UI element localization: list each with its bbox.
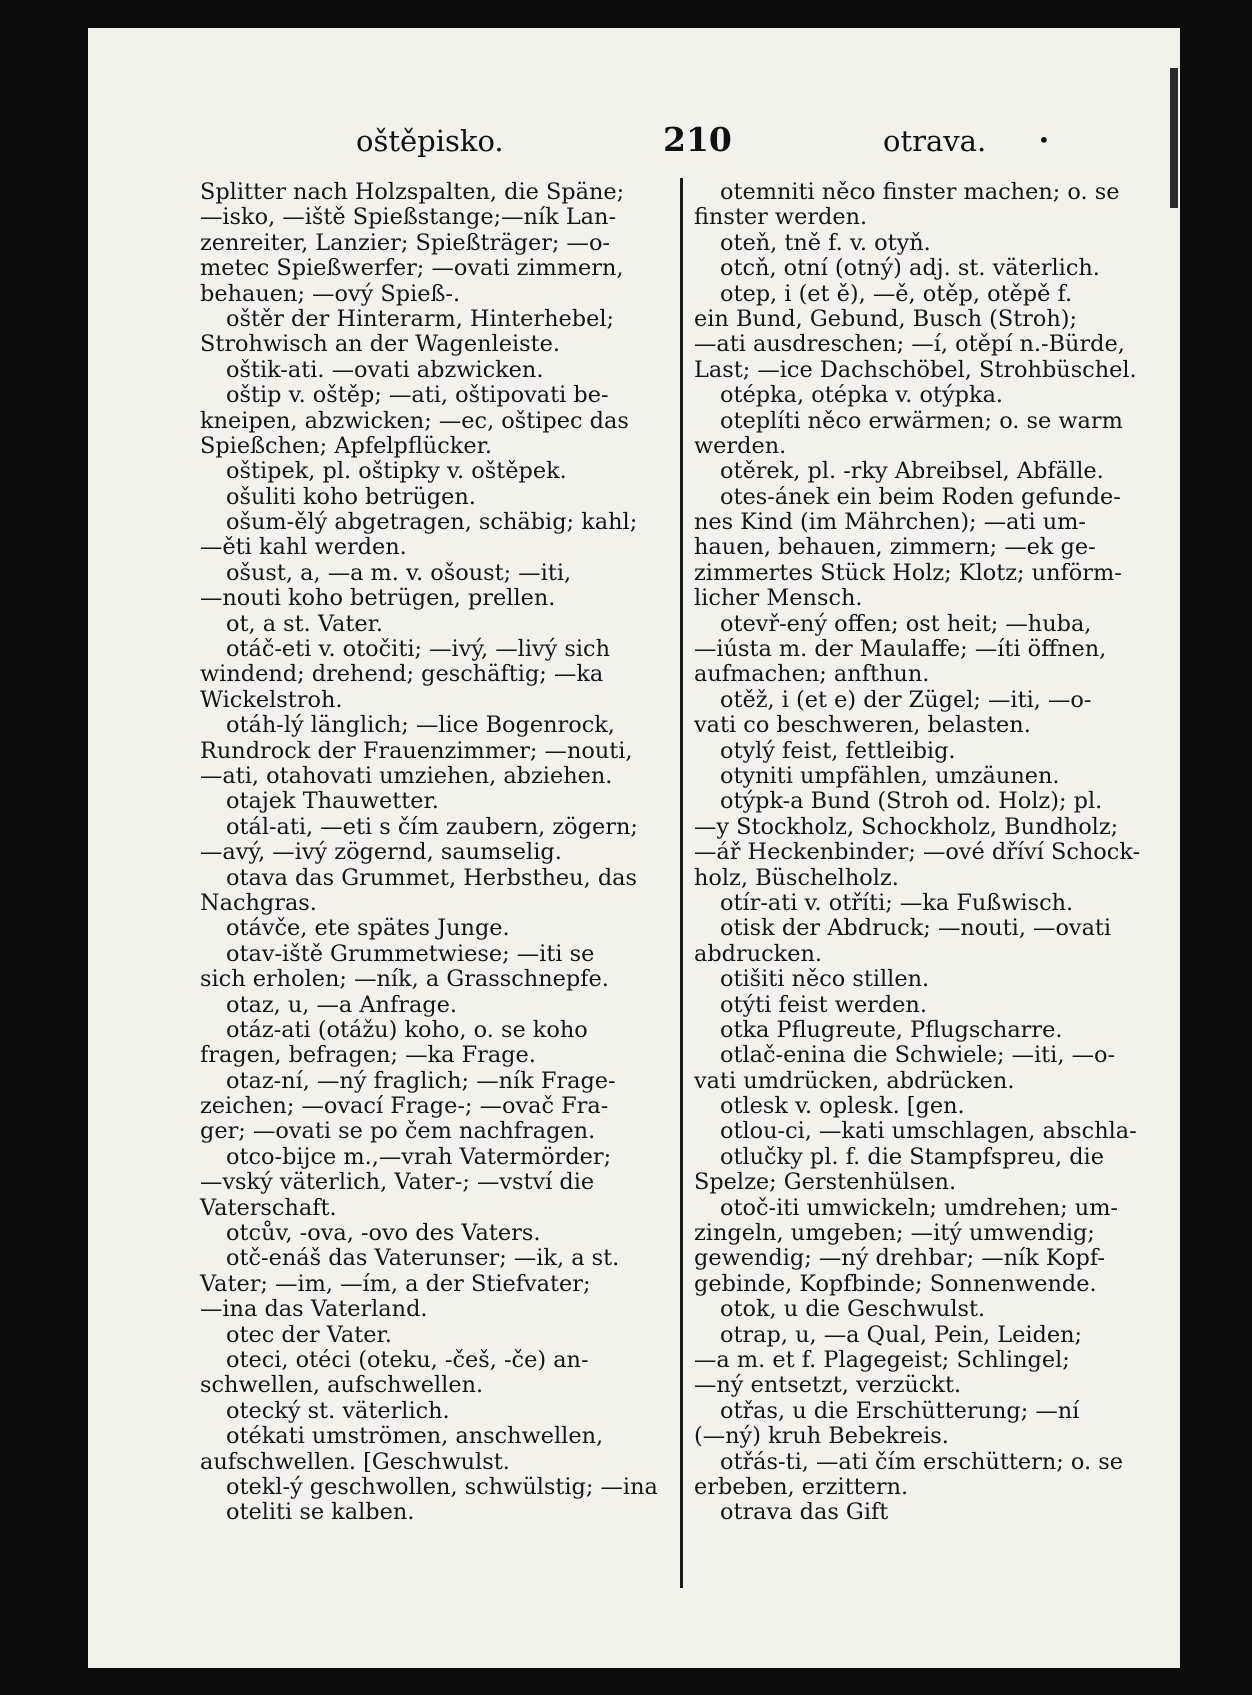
dictionary-line: ger; —ovati se po čem nachfragen. [200, 1118, 596, 1145]
dictionary-line: —nouti koho betrügen, prellen. [200, 585, 556, 612]
dictionary-line: —iústa m. der Maulaffe; —íti öffnen, [694, 636, 1107, 663]
dictionary-line: fragen, befragen; —ka Frage. [200, 1042, 536, 1069]
dictionary-line: otava das Grummet, Herbstheu, das [226, 864, 637, 891]
dictionary-line: ošuliti koho betrügen. [226, 483, 476, 510]
dictionary-line: ein Bund, Gebund, Busch (Stroh); [694, 305, 1078, 332]
dictionary-line: Wickelstroh. [200, 686, 343, 713]
dictionary-line: Spießchen; Apfelpflücker. [200, 432, 492, 459]
dictionary-line: holz, Büschelholz. [694, 864, 899, 891]
dictionary-line: Vaterschaft. [200, 1194, 337, 1221]
dictionary-line: otépka, otépka v. otýpka. [720, 382, 1004, 409]
dictionary-line: otišiti něco stillen. [720, 966, 930, 993]
dictionary-line: otav-iště Grummetwiese; —iti se [226, 940, 595, 967]
left-running-headword: oštěpisko. [356, 124, 504, 158]
dictionary-line: otec der Vater. [226, 1321, 392, 1348]
dictionary-line: —avý, —ivý zögernd, saumselig. [200, 839, 562, 866]
dictionary-line: —isko, —iště Spießstange;—ník Lan- [200, 204, 617, 231]
dictionary-line: Rundrock der Frauenzimmer; —nouti, [200, 737, 633, 764]
dictionary-line: otylý feist, fettleibig. [720, 737, 956, 764]
dictionary-line: —ina das Vaterland. [200, 1296, 428, 1323]
dictionary-line: otrap, u, —a Qual, Pein, Leiden; [720, 1321, 1083, 1348]
dictionary-line: otekl-ý geschwollen, schwülstig; —ina [226, 1473, 658, 1500]
dictionary-line: otč-enáš das Vaterunser; —ik, a st. [226, 1245, 620, 1272]
dictionary-line: zenreiter, Lanzier; Spießträger; —o- [200, 229, 610, 256]
dictionary-line: otávče, ete spätes Junge. [226, 915, 510, 942]
dictionary-line: —ný entsetzt, verzückt. [694, 1372, 962, 1399]
dictionary-line: otřás-ti, —ati čím erschüttern; o. se [720, 1448, 1123, 1475]
dictionary-line: Nachgras. [200, 889, 317, 916]
dictionary-line: ošust, a, —a m. v. ošoust; —iti, [226, 559, 572, 586]
dictionary-line: Strohwisch an der Wagenleiste. [200, 331, 560, 358]
dictionary-line: erbeben, erzittern. [694, 1473, 909, 1500]
dictionary-line: otlač-enina die Schwiele; —iti, —o- [720, 1042, 1116, 1069]
dictionary-line: otlesk v. oplesk. [gen. [720, 1093, 965, 1120]
dictionary-line: otír-ati v. otříti; —ka Fußwisch. [720, 889, 1074, 916]
dictionary-line: oštik-ati. —ovati abzwicken. [226, 356, 544, 383]
dictionary-line: finster werden. [694, 204, 868, 231]
dictionary-line: otco-bijce m.,—vrah Vatermörder; [226, 1143, 612, 1170]
dictionary-line: otes-ánek ein beim Roden gefunde- [720, 483, 1121, 510]
dictionary-line: —ati ausdreschen; —í, otěpí n.-Bürde, [694, 331, 1125, 358]
dictionary-line: otoč-iti umwickeln; umdrehen; um- [720, 1194, 1118, 1221]
dictionary-line: abdrucken. [694, 940, 823, 967]
dictionary-line: Spelze; Gerstenhülsen. [694, 1169, 957, 1196]
dictionary-line: otecký st. väterlich. [226, 1397, 450, 1424]
dictionary-line: Last; —ice Dachschöbel, Strohbüschel. [694, 356, 1137, 383]
dictionary-line: behauen; —ový Spieß-. [200, 280, 461, 307]
dictionary-line: vati co beschweren, belasten. [694, 712, 1031, 739]
dictionary-line: otevř-ený offen; ost heit; —huba, [720, 610, 1092, 637]
dictionary-line: vati umdrücken, abdrücken. [694, 1067, 1015, 1094]
dictionary-line: oteň, tně f. v. otyň. [720, 229, 931, 256]
dictionary-line: otaz-ní, —ný fraglich; —ník Frage- [226, 1067, 616, 1094]
dictionary-line: oteliti se kalben. [226, 1499, 415, 1526]
dictionary-line: otemniti něco finster machen; o. se [720, 179, 1120, 205]
dictionary-line: otýti feist werden. [720, 991, 927, 1018]
dictionary-line: —ář Heckenbinder; —ové dříví Schock- [694, 839, 1141, 866]
dictionary-line: oteplíti něco erwärmen; o. se warm [720, 407, 1123, 434]
dictionary-line: aufschwellen. [Geschwulst. [200, 1448, 510, 1475]
dictionary-line: otlou-ci, —kati umschlagen, abschla- [720, 1118, 1137, 1145]
dictionary-line: nes Kind (im Mährchen); —ati um- [694, 509, 1086, 536]
page-number: 210 [663, 120, 732, 159]
dictionary-line: oštip v. oštěp; —ati, oštipovati be- [226, 382, 609, 409]
dictionary-line: otep, i (et ě), —ě, otěp, otěpě f. [720, 280, 1073, 307]
dictionary-line: oštěr der Hinterarm, Hinterhebel; [226, 305, 615, 332]
dictionary-line: oštipek, pl. oštipky v. oštěpek. [226, 458, 567, 485]
column-divider [680, 178, 683, 1588]
dictionary-line: —y Stockholz, Schockholz, Bundholz; [694, 813, 1119, 840]
dictionary-line: otál-ati, —eti s čím zaubern, zögern; [226, 813, 638, 840]
dictionary-line: hauen, behauen, zimmern; —ek ge- [694, 534, 1096, 561]
dictionary-line: otáz-ati (otážu) koho, o. se koho [226, 1016, 588, 1043]
dictionary-line: zimmertes Stück Holz; Klotz; unförm- [694, 559, 1122, 586]
dictionary-line: gewendig; —ný drehbar; —ník Kopf- [694, 1245, 1105, 1272]
dictionary-line: —ěti kahl werden. [200, 534, 407, 561]
dictionary-line: otajek Thauwetter. [226, 788, 439, 815]
dictionary-line: otěrek, pl. -rky Abreibsel, Abfälle. [720, 458, 1104, 485]
dictionary-line: otáh-lý länglich; —lice Bogenrock, [226, 712, 615, 739]
dictionary-line: otřas, u die Erschütterung; —ní [720, 1397, 1080, 1424]
dictionary-line: otok, u die Geschwulst. [720, 1296, 986, 1323]
dictionary-line: windend; drehend; geschäftig; —ka [200, 661, 604, 688]
left-column [200, 180, 660, 1526]
dictionary-page [88, 28, 1180, 1668]
right-column [694, 180, 1154, 1526]
dictionary-line: otáč-eti v. otočiti; —ivý, —livý sich [226, 636, 611, 663]
dictionary-line: (—ný) kruh Bebekreis. [694, 1423, 949, 1450]
dictionary-line: otcův, -ova, -ovo des Vaters. [226, 1220, 541, 1247]
dictionary-line: Vater; —im, —ím, a der Stiefvater; [200, 1270, 591, 1297]
dictionary-line: otrava das Gift [720, 1499, 889, 1526]
dictionary-line: schwellen, aufschwellen. [200, 1372, 484, 1399]
dictionary-line: otěž, i (et e) der Zügel; —iti, —o- [720, 686, 1092, 713]
dictionary-line: metec Spießwerfer; —ovati zimmern, [200, 255, 624, 282]
dictionary-line: otýpk-a Bund (Stroh od. Holz); pl. [720, 788, 1103, 815]
dictionary-line: licher Mensch. [694, 585, 863, 612]
dictionary-line: otka Pflugreute, Pflugscharre. [720, 1016, 1063, 1043]
dictionary-line: —vský väterlich, Vater-; —vství die [200, 1169, 595, 1196]
dictionary-line: ot, a st. Vater. [226, 610, 383, 637]
right-running-headword: otrava. [883, 124, 987, 158]
dictionary-line: —a m. et f. Plagegeist; Schlingel; [694, 1346, 1070, 1373]
dictionary-line: otaz, u, —a Anfrage. [226, 991, 458, 1018]
dictionary-line: aufmachen; anfthun. [694, 661, 930, 688]
dictionary-line: gebinde, Kopfbinde; Sonnenwende. [694, 1270, 1097, 1297]
dictionary-line: sich erholen; —ník, a Grasschnepfe. [200, 966, 609, 993]
dictionary-line: otékati umströmen, anschwellen, [226, 1423, 604, 1450]
dictionary-line: otisk der Abdruck; —nouti, —ovati [720, 915, 1112, 942]
dictionary-line: zingeln, umgeben; —itý umwendig; [694, 1220, 1095, 1247]
dictionary-line: otlučky pl. f. die Stampfspreu, die [720, 1143, 1104, 1170]
dictionary-line: werden. [694, 432, 787, 459]
dictionary-line: oteci, otéci (oteku, -češ, -če) an- [226, 1346, 589, 1373]
dictionary-line: otyniti umpfählen, umzäunen. [720, 762, 1060, 789]
dictionary-line: zeichen; —ovací Frage-; —ovač Fra- [200, 1093, 609, 1120]
dictionary-line: otcň, otní (otný) adj. st. väterlich. [720, 255, 1100, 282]
header-mark: • [1038, 128, 1050, 152]
dictionary-line: Splitter nach Holzspalten, die Späne; [200, 179, 625, 205]
dictionary-line: —ati, otahovati umziehen, abziehen. [200, 762, 613, 789]
dictionary-line: ošum-ělý abgetragen, schäbig; kahl; [226, 509, 638, 536]
dictionary-line: kneipen, abzwicken; —ec, oštipec das [200, 407, 629, 434]
page-header [88, 120, 1180, 164]
